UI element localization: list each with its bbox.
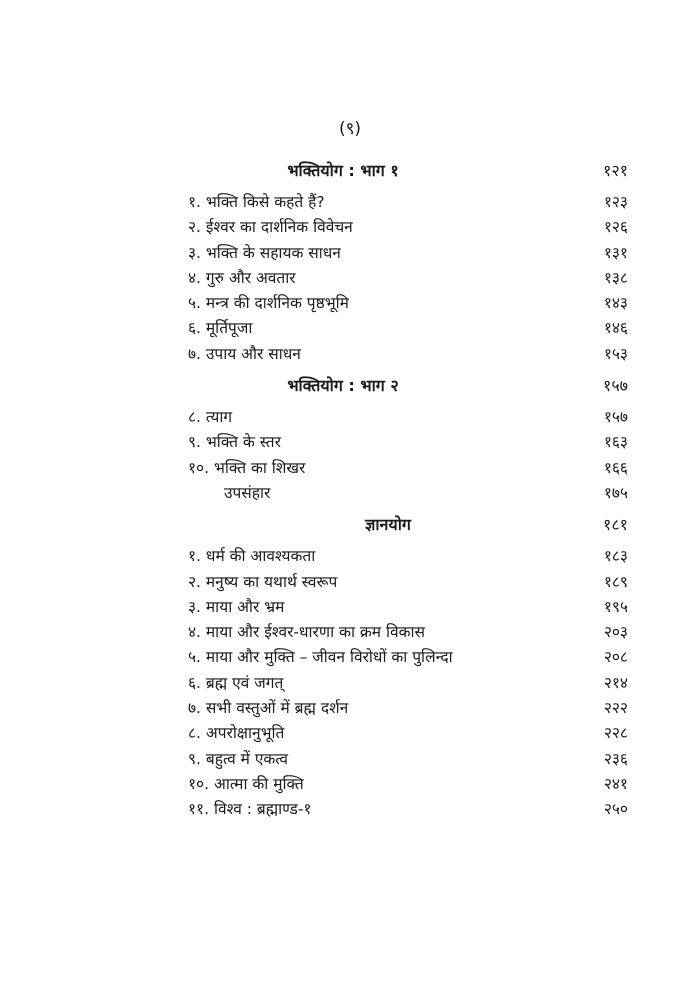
toc-entry-page: १५३ [603,344,628,363]
toc-entry-page: १३८ [603,268,628,287]
toc-entry-title: ५. माया और मुक्ति – जीवन विरोधों का पुलिन्दा [188,648,453,667]
toc-entry [188,645,628,670]
toc-entry [188,772,628,797]
toc-entry-page: २१४ [603,673,628,692]
section-heading-page: १२१ [603,161,628,180]
toc-entry-page: २२२ [603,699,628,718]
page-number: (९) [338,119,362,139]
toc-entry-page: २०३ [603,623,628,642]
toc-entry-page: २५० [603,800,628,819]
toc-entry [188,430,628,455]
toc-entry [188,671,628,696]
toc-entry-title: ७. सभी वस्तुओं में ब्रह्म दर्शन [188,699,349,718]
toc-entry [188,405,628,430]
toc-entry-title: १. भक्ति किसे कहते हैं? [188,193,325,211]
section-heading-title: ज्ञानयोग [365,515,411,535]
toc-entry [188,595,628,620]
toc-entry-page: २२८ [603,724,628,743]
toc-entry-page: २४१ [603,774,628,793]
toc-entry [188,797,628,822]
toc-entry-title: ५. मन्त्र की दार्शनिक पृष्ठभूमि [188,294,349,313]
toc-entry-page: १३१ [603,243,628,262]
toc-entry [188,544,628,569]
toc-entry-title: ४. गुरु और अवतार [188,268,296,287]
toc-entry [188,747,628,772]
section-heading-page: १८१ [603,515,628,535]
toc-entry-title: २. मनुष्य का यथार्थ स्वरूप [188,572,338,591]
toc-entry [188,342,628,367]
toc-entry [188,316,628,341]
toc-entry [188,266,628,291]
toc-entry-title: १०. भक्ति का शिखर [188,458,306,477]
toc-entry-page: २०८ [603,648,628,667]
toc-entry [188,721,628,746]
section-heading-title: भक्तियोग : भाग २ [287,376,399,396]
toc-entry [188,190,628,215]
toc-entry-title: ३. माया और भ्रम [188,597,285,616]
toc-entry-title: ७. उपाय और साधन [188,344,301,363]
section-heading-bhaktiyoga-part-1 [188,152,628,190]
toc-entry-title: उपसंहार [224,483,271,502]
table-of-contents [188,152,628,823]
toc-entry [188,241,628,266]
toc-entry-page: १४३ [603,294,628,313]
toc-entry [188,696,628,721]
toc-entry-title: ३. भक्ति के सहायक साधन [188,243,341,262]
toc-entry [188,456,628,481]
toc-entry-title: ८. अपरोक्षानुभूति [188,724,285,743]
section-heading-page: १५७ [603,376,628,396]
toc-entry-page: १२३ [603,193,628,211]
toc-entry-title: १०. आत्मा की मुक्ति [188,774,304,793]
toc-entry-title: ८. त्याग [188,408,233,427]
toc-entry-page: १६६ [603,458,628,477]
toc-entry-title: २. ईश्वर का दार्शनिक विवेचन [188,218,353,237]
section-heading-title: भक्तियोग : भाग १ [287,161,399,180]
toc-entry-title: ११. विश्व : ब्रह्माण्ड-१ [188,800,312,819]
toc-entry-page: १८३ [603,547,628,566]
toc-entry [188,215,628,240]
toc-entry [188,620,628,645]
toc-entry [188,291,628,316]
toc-entry-title: ९. बहुत्व में एकत्व [188,749,289,768]
toc-entry-page: १५७ [603,408,628,427]
toc-entry [188,481,628,506]
section-heading-jnanayoga [188,506,628,544]
toc-entry-title: ६. ब्रह्म एवं जगत् [188,673,284,692]
toc-entry-page: १४६ [603,319,628,338]
toc-entry-title: १. धर्म की आवश्यकता [188,547,316,566]
toc-entry-page: २३६ [603,749,628,768]
section-heading-bhaktiyoga-part-2 [188,367,628,405]
toc-entry-page: १८९ [603,572,628,591]
toc-entry-title: ४. माया और ईश्वर-धारणा का क्रम विकास [188,623,426,642]
toc-entry-page: १६३ [603,433,628,452]
toc-entry [188,570,628,595]
toc-entry-page: १७५ [603,483,628,502]
toc-entry-title: ६. मूर्तिपूजा [188,319,253,338]
toc-entry-page: १२६ [603,218,628,237]
toc-entry-page: १९५ [603,597,628,616]
toc-entry-title: ९. भक्ति के स्तर [188,433,281,452]
